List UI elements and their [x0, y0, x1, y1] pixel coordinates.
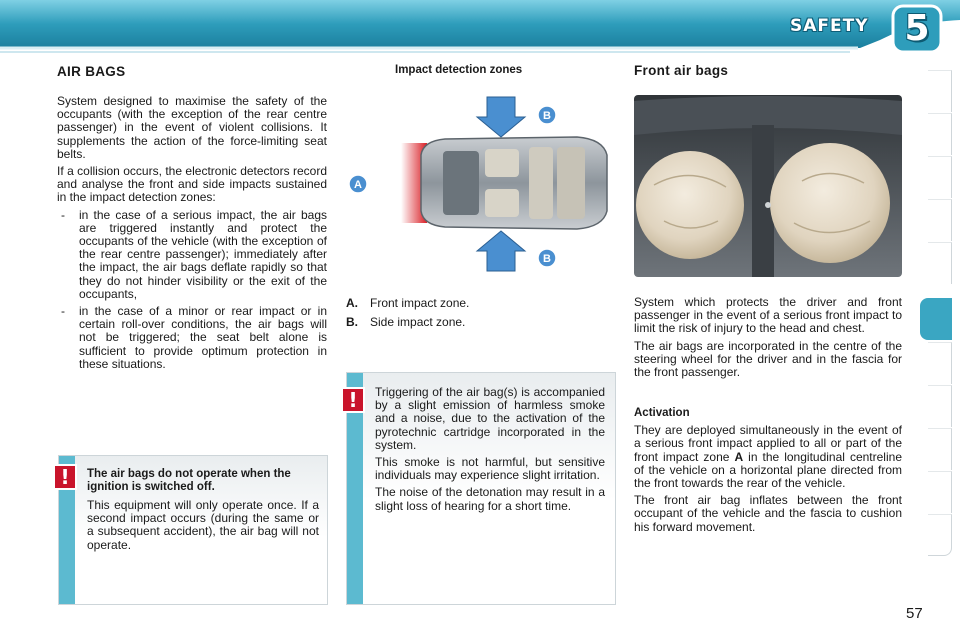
front-seat	[485, 189, 519, 217]
front-seat	[485, 149, 519, 177]
front-air-bags-inflation: The front air bag inflates between the front occupant of the vehicle and the fascia to cushion his forward movement.	[634, 493, 902, 534]
chapter-tab-active[interactable]	[920, 298, 952, 340]
front-air-bags-location: The air bags are incorporated in the centre of the steering wheel for the driver and in the fascia for the front passenger.	[634, 338, 902, 380]
rear-seat	[529, 147, 553, 219]
exclamation-icon: !	[53, 464, 77, 490]
legend-text: Front impact zone.	[370, 296, 470, 310]
side-impact-arrow	[477, 231, 525, 271]
chapter-tab[interactable]	[928, 385, 952, 427]
warning-body: This equipment will only operate once. If a second impact occurs (during the same or a subsequent accident), the air bag will not operate.	[87, 498, 319, 552]
side-impact-arrow	[477, 97, 525, 137]
chapter-tab[interactable]	[928, 242, 952, 284]
chapter-tab[interactable]	[928, 199, 952, 241]
warning-box-ignition	[58, 455, 328, 605]
warning-box-smoke	[346, 372, 616, 605]
activation-heading: Activation	[634, 407, 690, 420]
header-band	[0, 0, 960, 58]
warning-text: Triggering of the air bag(s) is accompanied by a slight emission of harmless smoke and a noise, due to the activation of the pyrotechnic cartridge incorporated in the system.	[375, 385, 605, 452]
impact-zones-diagram	[345, 95, 615, 275]
front-air-bags-body	[634, 296, 902, 534]
list-item	[57, 209, 327, 301]
bullet-text: in the case of a minor or rear impact or in certain roll-over conditions, the air bags will not be triggered; the seat belt alone is sufficient to provide optimum protection in these situations.	[79, 304, 327, 371]
front-air-bags-heading: Front air bags	[634, 63, 729, 78]
bullet-text: in the case of a serious impact, the air bags are triggered instantly and protect the occupants of the vehicle (with the exception of the rear centre passenger); immediately after the impact, the air bags deflate rapidly so that they do not hinder visibility or the exit of the occupants,	[79, 207, 327, 301]
list-item	[346, 315, 586, 329]
zone-label-b: B	[543, 253, 551, 265]
chapter-tab[interactable]	[928, 156, 952, 198]
front-air-bags-photo	[634, 95, 902, 277]
air-bags-collision: If a collision occurs, the electronic detectors record and analyse the front and side impacts sustained in the impact detection zones:	[57, 164, 327, 205]
chapter-number: 5	[904, 8, 930, 49]
chapter-tab[interactable]	[928, 428, 952, 470]
air-bags-body	[57, 95, 327, 371]
impact-zones-heading: Impact detection zones	[395, 64, 523, 76]
activation-zone-key: A	[734, 449, 744, 464]
chapter-tab-strip	[928, 70, 952, 570]
chapter-tab[interactable]	[928, 70, 952, 112]
list-item	[346, 296, 586, 310]
legend-key: B.	[346, 315, 358, 329]
section-title: SAFETY	[790, 16, 869, 36]
chapter-tab[interactable]	[928, 342, 952, 384]
rear-seat	[557, 147, 585, 219]
exclamation-icon: !	[341, 387, 365, 413]
chapter-tab[interactable]	[928, 471, 952, 513]
activation-text	[634, 424, 902, 490]
warning-title: The air bags do not operate when the ignition is switched off.	[87, 468, 291, 493]
warning-text: This smoke is not harmful, but sensitive individuals may experience slight irritation.	[375, 455, 605, 483]
legend-text: Side impact zone.	[370, 315, 466, 329]
passenger-air-bag	[770, 143, 890, 263]
driver-air-bag	[636, 151, 744, 259]
zone-label-b: B	[543, 110, 551, 122]
list-item	[57, 305, 327, 371]
air-bags-intro: System designed to maximise the safety of the occupants (with the exception of the rear centre passenger) in the event of violent collisions. It supplements the action of the force-limiting seat belts.	[57, 94, 327, 161]
air-bags-heading: AIR BAGS	[57, 64, 126, 79]
front-air-bags-desc: System which protects the driver and front passenger in the event of a serious front impact to limit the risk of injury to the head and chest.	[634, 295, 902, 336]
zone-label-a: A	[354, 179, 362, 191]
page-number: 57	[906, 605, 923, 622]
activation-text-part: in the longitudinal centreline of the vehicle on a horizontal plane directed from the front towards the rear of the vehicle.	[634, 449, 902, 491]
chapter-tab[interactable]	[928, 514, 952, 556]
bullet-dash: -	[61, 304, 65, 319]
legend-key: A.	[346, 296, 358, 310]
chapter-tab[interactable]	[928, 113, 952, 155]
windscreen	[443, 151, 479, 215]
activation-text-part: They are deployed simultaneously in the event of a serious front impact applied to all or part of the front impact zone	[634, 423, 902, 464]
impact-zones-legend	[346, 296, 586, 334]
bullet-dash: -	[61, 207, 65, 222]
warning-text: The noise of the detonation may result in a slight loss of hearing for a short time.	[375, 485, 605, 513]
